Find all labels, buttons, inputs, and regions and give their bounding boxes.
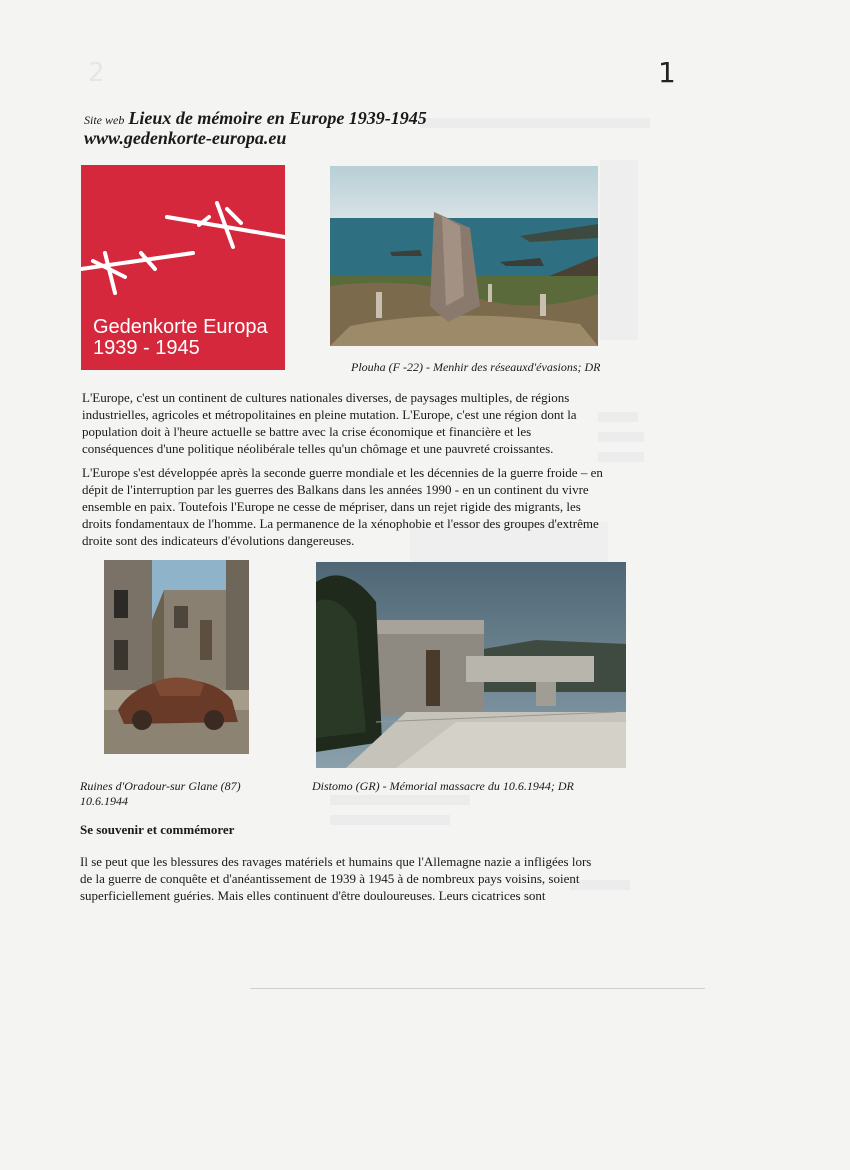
logo-line-1: Gedenkorte Europa [93,316,268,338]
oradour-caption [80,779,241,809]
page-number: 1 [658,56,676,89]
paragraph-line: droits fondamentaux de l'homme. La permanence de la xénophobie et l'essor des groupes d'extrême [82,516,599,531]
paragraph-line: superficiellement guéries. Mais elles continuent d'être douloureuses. Leurs cicatrices sont [80,888,546,903]
paragraph-line: industrielles, agricoles et métropolitaines en pleine mutation. L'Europe, c'est une région dont la [82,407,577,422]
logo-line-2: 1939 - 1945 [93,337,200,359]
paragraph-line: Il se peut que les blessures des ravages matériels et humains que l'Allemagne nazie a infligées lors [80,854,592,869]
website-url: www.gedenkorte-europa.eu [84,128,287,148]
bleed-through-block [600,160,638,340]
paragraph-line: droite sont des indicateurs d'évolutions dangereuses. [82,533,355,548]
oradour-caption-line-2: 10.6.1944 [80,794,128,808]
ghost-page-number: 2 [88,58,105,88]
section-heading: Se souvenir et commémorer [80,822,235,837]
document-header [84,108,427,149]
remembrance-paragraph [80,853,640,904]
distomo-caption: Distomo (GR) - Mémorial massacre du 10.6.1944; DR [312,779,574,793]
ruins-photo-image [104,560,249,754]
logo-text [93,317,268,359]
paragraph-line: L'Europe, c'est un continent de cultures nationales diverses, de paysages multiples, de régions [82,390,570,405]
menhir-photo-image [330,166,598,346]
oradour-ruins-photo [104,560,249,754]
plouha-menhir-photo [330,166,598,346]
site-web-prefix: Site web [84,113,125,127]
page-divider [250,988,705,989]
paragraph-line: dépit de l'interruption par les guerres des Balkans dans les années 1990 - en un continent du vivre [82,482,589,497]
paragraph-line: ensemble en paix. Toutefois l'Europe ne cesse de mépriser, dans un rejet rigide des migrants, les [82,499,581,514]
document-title: Lieux de mémoire en Europe 1939-1945 [128,108,427,128]
paragraph-line: conséquences d'une politique néolibérale telles qu'un chômage et une pauvreté croissantes. [82,441,554,456]
europe-paragraph [82,464,642,549]
distomo-memorial-photo [316,562,626,768]
paragraph-line: de la guerre de conquête et d'anéantissement de 1939 à 1945 à de nombreux pays voisins, soient [80,871,580,886]
paragraph-line: L'Europe s'est développée après la seconde guerre mondiale et les décennies de la guerre froide – en [82,465,603,480]
intro-paragraph [82,389,622,457]
memorial-photo-image [316,562,626,768]
plouha-caption: Plouha (F -22) - Menhir des réseauxd'évasions; DR [351,360,601,374]
bleed-through-line [420,118,650,128]
gedenkorte-logo [81,165,285,370]
bleed-through-line [330,815,450,825]
paragraph-line: population doit à l'heure actuelle se battre avec la crise économique et financière et les [82,424,532,439]
oradour-caption-line-1: Ruines d'Oradour-sur Glane (87) [80,779,241,793]
bleed-through-line [330,795,470,805]
